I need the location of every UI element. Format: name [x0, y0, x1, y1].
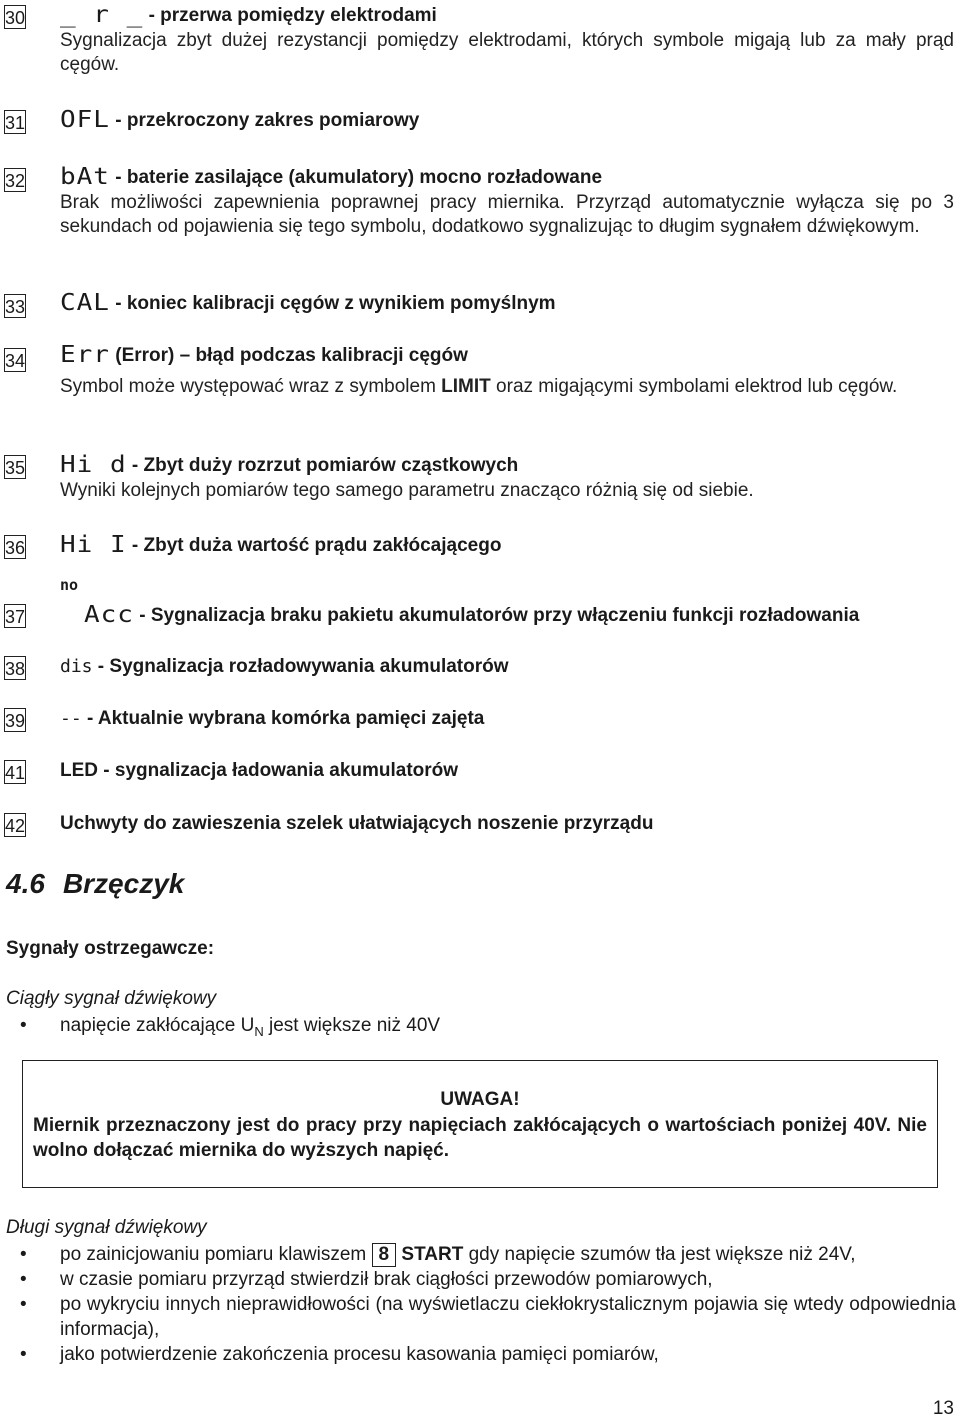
limit-symbol-label: LIMIT — [441, 376, 491, 397]
continuous-bullet-pre: napięcie zakłócające U — [60, 1015, 255, 1036]
continuous-bullet-subscript: N — [254, 1023, 264, 1039]
lcd-symbol-electrode-break: _ r _ — [60, 1, 144, 29]
bullet-icon: • — [20, 1015, 27, 1036]
list-item — [20, 1013, 956, 1044]
lcd-symbol-bat: bAt — [60, 163, 110, 191]
item-33-heading — [60, 290, 954, 317]
item-number-35: 35 — [4, 455, 26, 479]
item-30-description: Sygnalizacja zbyt dużej rezystancji pomiędzy elektrodami, których symbole migają lub za mały prąd cęgów. — [60, 30, 954, 75]
item-37-heading — [84, 602, 954, 629]
continuous-signal-list — [20, 1013, 956, 1044]
long-bullet-3: po wykryciu innych nieprawidłowości (na wyświetlaczu ciekłokrystalicznym pojawia się wtedy odpowiednia informacja), — [60, 1294, 956, 1340]
page-number: 13 — [932, 1398, 954, 1419]
list-item — [20, 1342, 956, 1367]
item-38-title: - Sygnalizacja rozładowywania akumulatorów — [97, 656, 509, 677]
item-41-title: LED - sygnalizacja ładowania akumulatorów — [60, 760, 459, 781]
lcd-symbol-acc: Acc — [84, 601, 134, 629]
item-number-32: 32 — [4, 168, 26, 192]
item-38-heading — [60, 654, 954, 680]
item-number-31: 31 — [4, 110, 26, 134]
item-37 — [84, 602, 954, 629]
item-38 — [60, 654, 954, 680]
list-item — [20, 1242, 956, 1267]
long-bullet-4: jako potwierdzenie zakończenia procesu kasowania pamięci pomiarów, — [60, 1344, 659, 1365]
long-bullet-2: w czasie pomiaru przyrząd stwierdził brak ciągłości przewodów pomiarowych, — [60, 1269, 713, 1290]
warning-signals-heading: Sygnały ostrzegawcze: — [6, 938, 215, 959]
item-37-title: - Sygnalizacja braku pakietu akumulatorów przy włączeniu funkcji rozładowania — [139, 605, 860, 626]
list-item — [20, 1292, 956, 1342]
continuous-signal-label: Ciągły sygnał dźwiękowy — [6, 988, 217, 1009]
item-35-description: Wyniki kolejnych pomiarów tego samego parametru znacząco różnią się od siebie. — [60, 480, 754, 501]
lcd-symbol-ofl: OFL — [60, 106, 110, 134]
item-number-30: 30 — [4, 5, 26, 29]
item-36-title: - Zbyt duża wartość prądu zakłócającego — [131, 535, 502, 556]
item-32-description: Brak możliwości zapewnienia poprawnej pracy miernika. Przyrząd automatycznie wyłącza się po 3 sekundach od pojawienia się tego symbolu, dodatkowo sygnalizując to długim sygnałem dźwiękowym. — [60, 192, 954, 237]
lcd-symbol-err: Err — [60, 341, 110, 369]
lcd-symbol-dashes: -- — [60, 708, 82, 729]
warning-box — [22, 1060, 938, 1188]
item-number-36: 36 — [4, 535, 26, 559]
item-42-title: Uchwyty do zawieszenia szelek ułatwiających noszenie przyrządu — [60, 813, 654, 834]
item-34-title: (Error) – błąd podczas kalibracji cęgów — [115, 345, 468, 366]
section-title: Brzęczyk — [62, 868, 185, 899]
item-34-text-before: Symbol może występować wraz z symbolem — [60, 376, 442, 397]
item-30-title: - przerwa pomiędzy elektrodami — [148, 5, 437, 26]
bullet-icon: • — [20, 1244, 27, 1265]
item-42 — [60, 811, 954, 837]
lcd-symbol-no: no — [60, 576, 79, 594]
item-35 — [60, 452, 954, 503]
start-key-label: START — [401, 1244, 464, 1265]
item-34-heading — [60, 342, 954, 369]
key-8-box: 8 — [372, 1243, 397, 1267]
item-number-39: 39 — [4, 708, 26, 732]
item-30-heading — [60, 2, 954, 29]
item-34-description — [60, 375, 954, 399]
item-number-33: 33 — [4, 294, 26, 318]
item-32-heading — [60, 164, 954, 191]
item-number-34: 34 — [4, 348, 26, 372]
long-signal-list — [20, 1242, 956, 1367]
item-39 — [60, 706, 954, 732]
item-39-heading — [60, 706, 954, 732]
item-41 — [60, 758, 954, 784]
lcd-symbol-hii: Hi I — [60, 531, 127, 559]
list-item — [20, 1267, 956, 1292]
item-30 — [60, 2, 954, 77]
item-32 — [60, 164, 954, 239]
item-number-42: 42 — [4, 813, 26, 837]
section-heading — [6, 868, 184, 900]
item-33-title: - koniec kalibracji cęgów z wynikiem pomyślnym — [115, 293, 556, 314]
long-bullet-1-post: gdy napięcie szumów tła jest większe niż 24V, — [463, 1244, 856, 1265]
lcd-symbol-cal: CAL — [60, 289, 110, 317]
item-34 — [60, 342, 954, 399]
lcd-symbol-hid: Hi d — [60, 451, 127, 479]
long-bullet-1-pre: po zainicjowaniu pomiaru klawiszem — [60, 1244, 372, 1265]
warning-body: Miernik przeznaczony jest do pracy przy napięciach zakłócających o wartościach poniżej 40V. Nie wolno dołączać miernika do wyższych napięć. — [33, 1115, 927, 1161]
bullet-icon: • — [20, 1269, 27, 1290]
item-36-heading — [60, 532, 954, 559]
lcd-symbol-dis: dis — [60, 656, 93, 677]
item-35-title: - Zbyt duży rozrzut pomiarów cząstkowych — [131, 455, 519, 476]
item-31 — [60, 107, 954, 134]
long-signal-label: Długi sygnał dźwiękowy — [6, 1217, 207, 1238]
item-31-title: - przekroczony zakres pomiarowy — [115, 110, 420, 131]
item-number-37: 37 — [4, 604, 26, 628]
item-32-title: - baterie zasilające (akumulatory) mocno rozładowane — [115, 167, 603, 188]
bullet-icon: • — [20, 1344, 27, 1365]
continuous-bullet-post: jest większe niż 40V — [263, 1015, 441, 1036]
item-31-heading — [60, 107, 954, 134]
bullet-icon: • — [20, 1294, 27, 1315]
section-number: 4.6 — [6, 868, 45, 899]
item-number-38: 38 — [4, 656, 26, 680]
item-39-title: - Aktualnie wybrana komórka pamięci zajęta — [86, 708, 485, 729]
item-35-heading — [60, 452, 954, 479]
item-33 — [60, 290, 954, 317]
warning-title: UWAGA! — [440, 1089, 520, 1110]
item-number-41: 41 — [4, 760, 26, 784]
item-34-text-after: oraz migającymi symbolami elektrod lub cęgów. — [490, 376, 898, 397]
item-36 — [60, 532, 954, 559]
